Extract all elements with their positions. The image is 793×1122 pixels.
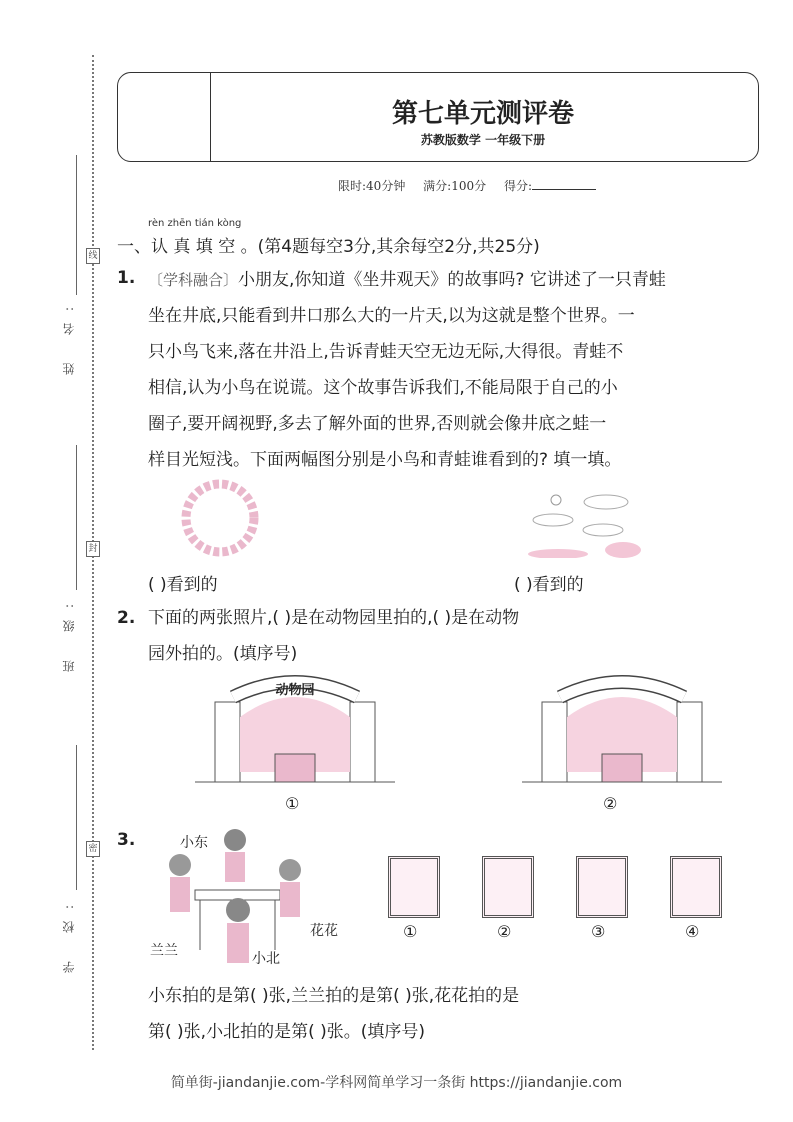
- seal-mark: 密: [86, 841, 100, 857]
- text-line: 只小鸟飞来,落在井沿上,告诉青蛙天空无边无际,大得很。青蛙不: [148, 342, 624, 362]
- seal-mark: 线: [86, 248, 100, 264]
- child-name: 小东: [180, 835, 208, 851]
- text-line: 圈子,要开阔视野,多去了解外面的世界,否则就会像井底之蛙一: [148, 414, 607, 434]
- photo-label: ①: [403, 922, 418, 941]
- section-title: 一、认 真 填 空 。(第4题每空3分,其余每空2分,共25分): [117, 237, 540, 257]
- class-blank: [76, 445, 77, 590]
- text-line: 相信,认为小鸟在说谎。这个故事告诉我们,不能局限于自己的小: [148, 378, 618, 398]
- full-score: 满分:100分: [423, 179, 487, 193]
- name-blank: [76, 155, 77, 295]
- page-title: 第七单元测评卷: [391, 99, 574, 129]
- gate-sign: 动物园: [275, 683, 315, 698]
- exam-meta: [338, 177, 610, 194]
- well-sky-image: [180, 478, 260, 558]
- zoo-gate-inside-image: [195, 672, 395, 787]
- footer-watermark: 简单街-jiandanjie.com-学科网简单学习一条街 https://jiandanjie.com: [170, 1075, 623, 1091]
- q3-text: [148, 978, 760, 1050]
- child-name: 小北: [252, 951, 280, 967]
- photo-label: ②: [497, 922, 512, 941]
- cat-photo-3: [576, 856, 628, 918]
- child-name: 花花: [310, 923, 338, 939]
- text-line: 坐在井底,只能看到井口那么大的一片天,以为这就是整个世界。一: [148, 306, 635, 326]
- text-line[interactable]: 小东拍的是第( )张,兰兰拍的是第( )张,花花拍的是: [148, 986, 520, 1006]
- time-limit: 限时:40分钟: [338, 179, 406, 193]
- zoo-gate-outside-image: [522, 672, 722, 787]
- text-line: 小朋友,你知道《坐井观天》的故事吗? 它讲述了一只青蛙: [238, 270, 666, 290]
- score-label: 得分:: [503, 179, 532, 193]
- school-label: 学 校:: [62, 893, 76, 973]
- q2-number: 2.: [117, 608, 136, 628]
- cat-photo-1: [388, 856, 440, 918]
- school-blank: [76, 745, 77, 890]
- q1-answer-right[interactable]: ( )看到的: [514, 575, 584, 595]
- q1-number: 1.: [117, 268, 136, 288]
- q1-tag: 〔学科融合〕: [148, 271, 239, 289]
- photo-label: ①: [285, 794, 300, 813]
- photo-label: ②: [603, 794, 618, 813]
- score-blank[interactable]: [532, 189, 596, 190]
- seal-mark: 封: [86, 541, 100, 557]
- cat-photo-2: [482, 856, 534, 918]
- name-label: 姓 名:: [62, 295, 76, 375]
- q3-number: 3.: [117, 830, 136, 850]
- open-sky-image: [528, 488, 643, 558]
- q1-answer-left[interactable]: ( )看到的: [148, 575, 218, 595]
- q1-text: [148, 262, 760, 478]
- subtitle: 苏教版数学 一年级下册: [420, 133, 546, 147]
- text-line: 样目光短浅。下面两幅图分别是小鸟和青蛙谁看到的? 填一填。: [148, 450, 622, 470]
- photo-label: ③: [591, 922, 606, 941]
- child-name: 兰兰: [150, 943, 178, 959]
- text-line[interactable]: 下面的两张照片,( )是在动物园里拍的,( )是在动物: [148, 608, 520, 628]
- q2-text: [148, 600, 760, 672]
- photo-label: ④: [685, 922, 700, 941]
- section-pinyin: rèn zhēn tián kòng: [148, 218, 242, 229]
- cat-photo-4: [670, 856, 722, 918]
- class-label: 班 级:: [62, 592, 76, 672]
- text-line[interactable]: 第( )张,小北拍的是第( )张。(填序号): [148, 1022, 426, 1042]
- text-line: 园外拍的。(填序号): [148, 644, 298, 664]
- header-box: [117, 72, 759, 162]
